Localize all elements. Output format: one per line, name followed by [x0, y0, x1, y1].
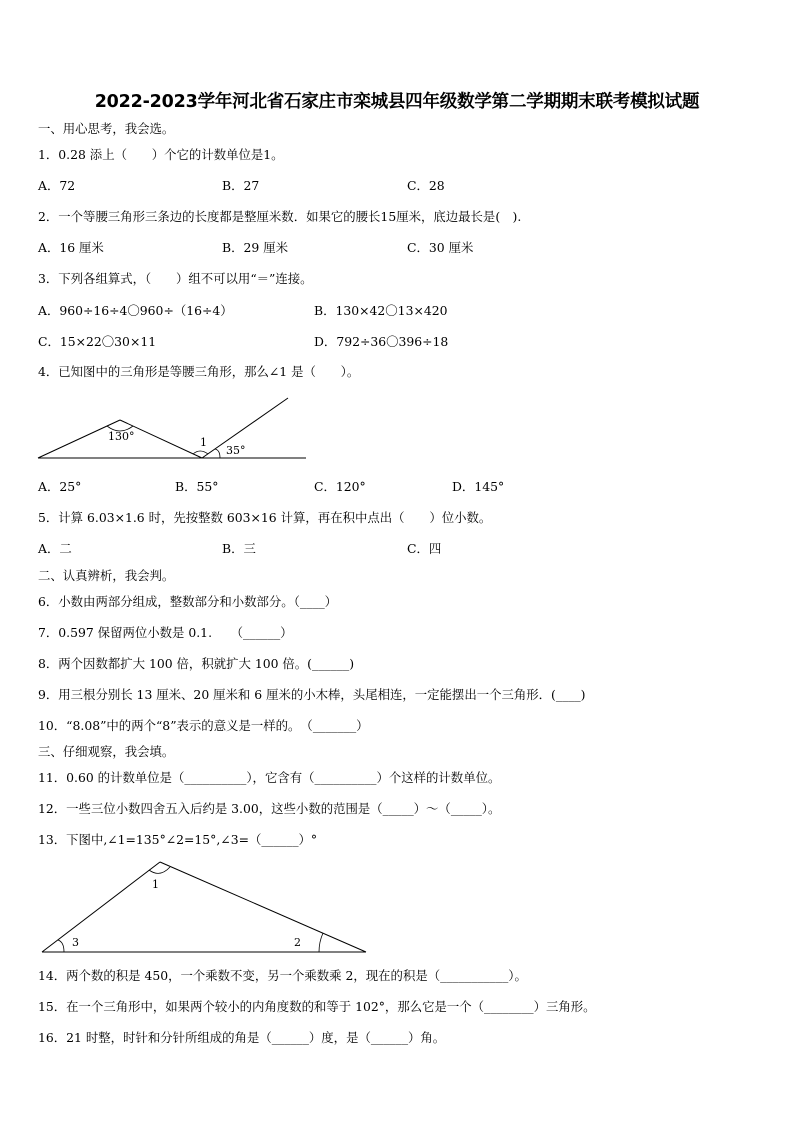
q13-arc-2 [319, 933, 323, 952]
q13-arc-3 [58, 940, 64, 952]
q2-option-b: B．29 厘米 [222, 240, 288, 255]
q4-option-d: D．145° [452, 479, 505, 494]
question-9: 9．用三根分别长 13 厘米、20 厘米和 6 厘米的小木棒，头尾相连，一定能摆出一个三角形．(____) [38, 687, 586, 702]
q5-option-c: C．四 [407, 541, 442, 556]
question-2: 2．一个等腰三角形三条边的长度都是整厘米数．如果它的腰长15厘米，底边最长是( ). [38, 209, 522, 224]
q3-option-d: D．792÷36〇396÷18 [314, 334, 449, 349]
q4-label-130: 130° [108, 430, 135, 443]
q13-label-2: 2 [294, 936, 301, 949]
section-2-heading: 二、认真辨析，我会判。 [38, 568, 175, 583]
page-title: 2022-2023学年河北省石家庄市栾城县四年级数学第二学期期末联考模拟试题 [94, 92, 700, 112]
question-1: 1．0.28 添上（ ）个它的计数单位是1。 [38, 147, 284, 162]
question-7: 7．0.597 保留两位小数是 0.1. （______） [38, 625, 293, 640]
question-11: 11．0.60 的计数单位是（__________），它含有（__________）个这样的计数单位。 [38, 770, 501, 785]
q4-arc-1 [193, 451, 208, 454]
question-8: 8．两个因数都扩大 100 倍，积就扩大 100 倍。(______) [38, 656, 355, 671]
q13-left-side [42, 862, 160, 952]
q4-label-1: 1 [200, 436, 207, 449]
question-5: 5．计算 6.03×1.6 时，先按整数 603×16 计算，再在积中点出（ ）位小数。 [38, 510, 492, 525]
question-4: 4．已知图中的三角形是等腰三角形，那么∠1 是（ ）。 [38, 364, 360, 379]
question-12: 12．一些三位小数四舍五入后约是 3.00，这些小数的范围是（_____）～（_____）。 [38, 801, 501, 816]
q4-option-a: A．25° [38, 479, 82, 494]
question-15: 15．在一个三角形中，如果两个较小的内角度数的和等于 102°，那么它是一个（________）三角形。 [38, 999, 596, 1014]
q1-option-a: A．72 [38, 178, 76, 193]
q5-option-a: A．二 [38, 541, 72, 556]
section-1-heading: 一、用心思考，我会选。 [38, 121, 175, 136]
q4-option-c: C．120° [314, 479, 366, 494]
q13-label-1: 1 [152, 878, 159, 891]
q3-option-c: C．15×22〇30×11 [38, 334, 157, 349]
question-16: 16．21 时整，时针和分针所组成的角是（______）度，是（______）角。 [38, 1030, 446, 1045]
question-10: 10．“8.08”中的两个“8”表示的意义是一样的。 （_______） [38, 718, 369, 733]
q1-option-c: C．28 [407, 178, 445, 193]
q13-right-side [160, 862, 366, 952]
section-3-heading: 三、仔细观察，我会填。 [38, 744, 175, 759]
q3-option-b: B．130×42〇13×420 [314, 303, 448, 318]
q5-option-b: B．三 [222, 541, 256, 556]
question-13: 13．下图中,∠1=135°∠2=15°,∠3=（______）° [38, 832, 318, 847]
q4-label-35: 35° [226, 444, 246, 457]
q3-option-a: A．960÷16÷4〇960÷（16÷4） [38, 303, 233, 318]
question-6: 6．小数由两部分组成，整数部分和小数部分。（____） [38, 594, 338, 609]
q2-option-a: A．16 厘米 [38, 240, 104, 255]
q2-option-c: C．30 厘米 [407, 240, 474, 255]
q13-figure [36, 858, 376, 956]
q4-arc-35 [215, 449, 220, 458]
q4-option-b: B．55° [175, 479, 219, 494]
q4-figure [30, 392, 315, 467]
q13-label-3: 3 [72, 936, 79, 949]
q1-option-b: B．27 [222, 178, 260, 193]
question-14: 14．两个数的积是 450，一个乘数不变，另一个乘数乘 2，现在的积是（___________）。 [38, 968, 527, 983]
question-3: 3．下列各组算式，（ ）组不可以用“＝”连接。 [38, 271, 313, 286]
